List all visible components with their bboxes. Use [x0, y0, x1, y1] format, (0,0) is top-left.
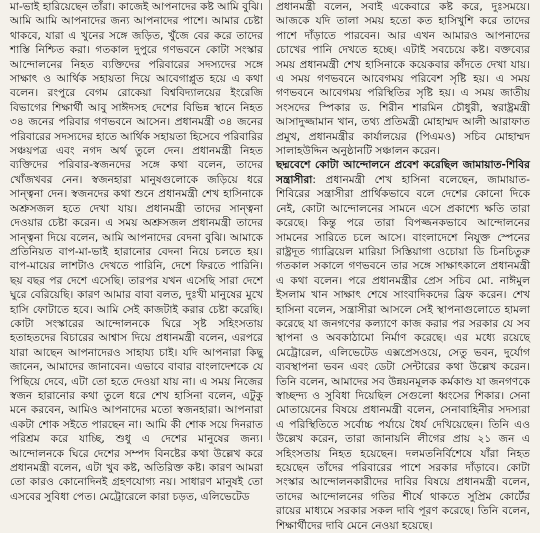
section-subhead: ছদ্মবেশে কোটা আন্দোলনে প্রবেশ করেছিল জামায়াত-শিবির সন্ত্রাসীরা	[276, 159, 530, 186]
article-right-column	[270, 0, 536, 532]
right-column-body-text: : প্রধানমন্ত্রী শেখ হাসিনা বলেছেন, জামায়াত-শিবিরের সন্ত্রাসীরা প্রার্থিকভাবে বলে দেশের কোনো দিকে নেই, কোটা আন্দোলনের সামনে এসে প্রকাশ্যে ক্ষতি তারা করেছে। কিন্তু পরে তারা বিপজ্জনকভাবে আন্দোলনের সামনের সারিতে চলে আসে। বাংলাদেশে নিযুক্ত স্পেনের রাষ্ট্রদূত গ্যাব্রিয়েল মারিয়া সিস্তিয়াগা ওচোয়া ডি চিনচিতুরু গতকাল সকালে গণভবনে তার সঙ্গে সাক্ষাৎকালে প্রধানমন্ত্রী এ কথা বলেন। পরে প্রধানমন্ত্রীর প্রেস সচিব মো. নাঈমুল ইসলাম খান সাক্ষাৎ শেষে সাংবাদিকদের ব্রিফ করেন। শেখ হাসিনা বলেন, সন্ত্রাসীরা আসলে সেই স্থাপনাগুলোতে হামলা করেছে যা জনগণের কল্যাণে কাজ করার পর সরকার যে সব স্থাপনা ও অবকাঠামো নির্মাণ করেছে। এর মধ্যে রয়েছে মেট্রোরেল, এলিভেটেড এক্সপ্রেসওয়ে, সেতু ভবন, দুর্যোগ ব্যবস্থাপনা ভবন এবং ডেটা সেন্টারের কথা উল্লেখ করেন। তিনি বলেন, আমাদের সব উন্নয়নমূলক কর্মকাণ্ড যা জনগণকে স্বাচ্ছন্দ্য ও সুবিধা দিয়েছিল সেগুলো ধ্বংসের শিকার। সেনা মোতায়েনের বিষয়ে প্রধানমন্ত্রী বলেন, সেনাবাহিনীর সদস্যরা এ পরিস্থিতিতে সর্বোচ্চ পর্যায়ে ধৈর্য দেখিয়েছেন। তিনি এও উল্লেখ করেন, তারা জানায়নি লীগের প্রায় ২১ জন এ সহিংসতায় নিহত হয়েছেন। দলমতনির্বিশেষে যাঁরা নিহত হয়েছেন তাঁদের পরিবারের পাশে সরকার দাঁড়াবে। কোটা সংস্কার আন্দোলনকারীদের দাবির বিষয়ে প্রধানমন্ত্রী বলেন, তাদের আন্দোলনের গতির শীর্ষে থাকতে সুপ্রিম কোর্টের রায়ের মাধ্যমে সরকার সকল দাবি পূরণ করেছে। তিনি বলেন, শিক্ষার্থীদের দাবি মেনে নেওয়া হয়েছে।	[276, 173, 530, 532]
left-column-text: মা-ভাই হারিয়েছেন তাঁরা। কাজেই আপনাদের কষ্ট আমি বুঝি। আমি আমি আপনাদের জন্য আপনাদের পাশে। আমার চেষ্টা থাকবে, যারা এ খুনের সঙ্গে জড়িত, খুঁজে বের করে তাদের শাস্তি নিশ্চিত করা। গতকাল দুপুরে গণভবনে কোটা সংস্কার আন্দোলনের নিহত ব্যক্তিদের পরিবারের সদস্যদের সঙ্গে সাক্ষাৎ ও আর্থিক সহায়তা দিয়ে আবেগাপ্লুত হয়ে এ কথা বলেন। রংপুরে বেগম রোকেয়া বিশ্ববিদ্যালয়ের ইংরেজি বিভাগের শিক্ষার্থী আবু সাঈদসহ দেশের বিভিন্ন স্থানে নিহত ৩৪ জনের পরিবার গণভবনে আসেন। প্রধানমন্ত্রী ৩৪ জনের পরিবারের সদস্যদের হাতে আর্থিক সহায়তা হিসেবে পরিবারির সঞ্চয়পত্র এবং নগদ অর্থ তুলে দেন। প্রধানমন্ত্রী নিহত ব্যক্তিদের পরিবার-স্বজনদের সঙ্গে কথা বলেন, তাদের খোঁজখবর নেন। স্বজনহারা মানুষগুলোকে জড়িয়ে ধরে সান্ত্বনা দেন। স্বজনদের কথা শুনে প্রধানমন্ত্রী শেখ হাসিনাকে অশ্রুসজল হতে দেখা যায়। প্রধানমন্ত্রী তাদের সান্ত্বনা দেওয়ার চেষ্টা করেন। এ সময় অশ্রুসজল প্রধানমন্ত্রী তাদের সান্ত্বনা দিয়ে বলেন, আমি আপনাদের বেদনা বুঝি। আমাকে প্রতিনিয়ত বাপ-মা-ভাই হারানোর বেদনা নিয়ে চলতে হয়। বাপ-মায়ের লাশটাও দেখতে পারিনি, দেশে ফিরতে পারিনি। ছয় বছর পর দেশে এসেছি। তারপর যখন এসেছি সারা দেশে ঘুরে বেরিয়েছি। কারণ আমার বাবা বলত, দুঃখী মানুষের মুখে হাসি ফোটাতে হবে। আমি সেই কাজটাই করার চেষ্টা করেছি। কোটা সংস্কারের আন্দোলনকে ঘিরে সৃষ্ট সহিংসতায় হতাহতদের বিচারের আশ্বাস দিয়ে প্রধানমন্ত্রী বলেন, এরপরে যারা আছেন আপনাদেরও সাহায্য চাই। যদি আপনারা কিছু জানেন, আমাদের জানাবেন। এভাবে বাবার বাংলাদেশকে যে পিছিয়ে দেবে, এটা তো হতে দেওয়া যায় না। এ সময় নিজের স্বজন হারানোর কথা তুলে ধরে শেখ হাসিনা বলেন, এটুকু মনে করবেন, আমিও আপনাদের মতো স্বজনহারা। আপনারা একটা শোক সইতে পারছেন না। আমি কী শোক সয়ে দিনরাত পরিশ্রম করে যাচ্ছি, শুধু এ দেশের মানুষের জন্য। আন্দোলনকে ঘিরে দেশের সম্পদ বিনষ্টের কথা উল্লেখ করে প্রধানমন্ত্রী বলেন, এটা খুব কষ্ট, অতিরিক্ত কষ্ট। কারণ আমরা তো কারও কোনোদিনই গ্রহণযোগ্য নয়। সাধারণ মানুষই তো এসবের সুবিধা পেত। মেট্রোরেলে কারা চড়ত, এলিভেটেড	[10, 1, 263, 503]
right-column-body	[276, 158, 530, 533]
right-column-top-text: প্রধানমন্ত্রী বলেন, সবাই একেবারে কষ্ট করে, দুঃসময়ে। আজকে যদি তালা সময় হতো কত হাসিখুশি করে তাদের পাশে দাঁড়াতে পারবেন। আর এখন আমারও আপনাদের চোখের পানি দেখতে হচ্ছে। এটাই সবচেয়ে কষ্ট। বক্তব্যের সময় প্রধানমন্ত্রী শেখ হাসিনাকে কয়েকবার কাঁদতে দেখা যায়। এ সময় গণভবনে আবেগময় পরিবেশ সৃষ্টি হয়। এ সময় গণভবনে আবেগময় পরিস্থিতির সৃষ্টি হয়। এ সময় জাতীয় সংসদের স্পিকার ড. শিরীন শারমিন চৌধুরী, স্বরাষ্ট্রমন্ত্রী আসাদুজ্জামান খান, তথ্য প্রতিমন্ত্রী মোহাম্মদ আলী আরাফাত প্রমুখ, প্রধানমন্ত্রীর কার্যালয়ের (পিএমও) সচিব মোহাম্মদ সালাহউদ্দিন অনুষ্ঠানটি সঞ্চালন করেন।	[276, 1, 530, 158]
article-left-column	[4, 0, 270, 503]
